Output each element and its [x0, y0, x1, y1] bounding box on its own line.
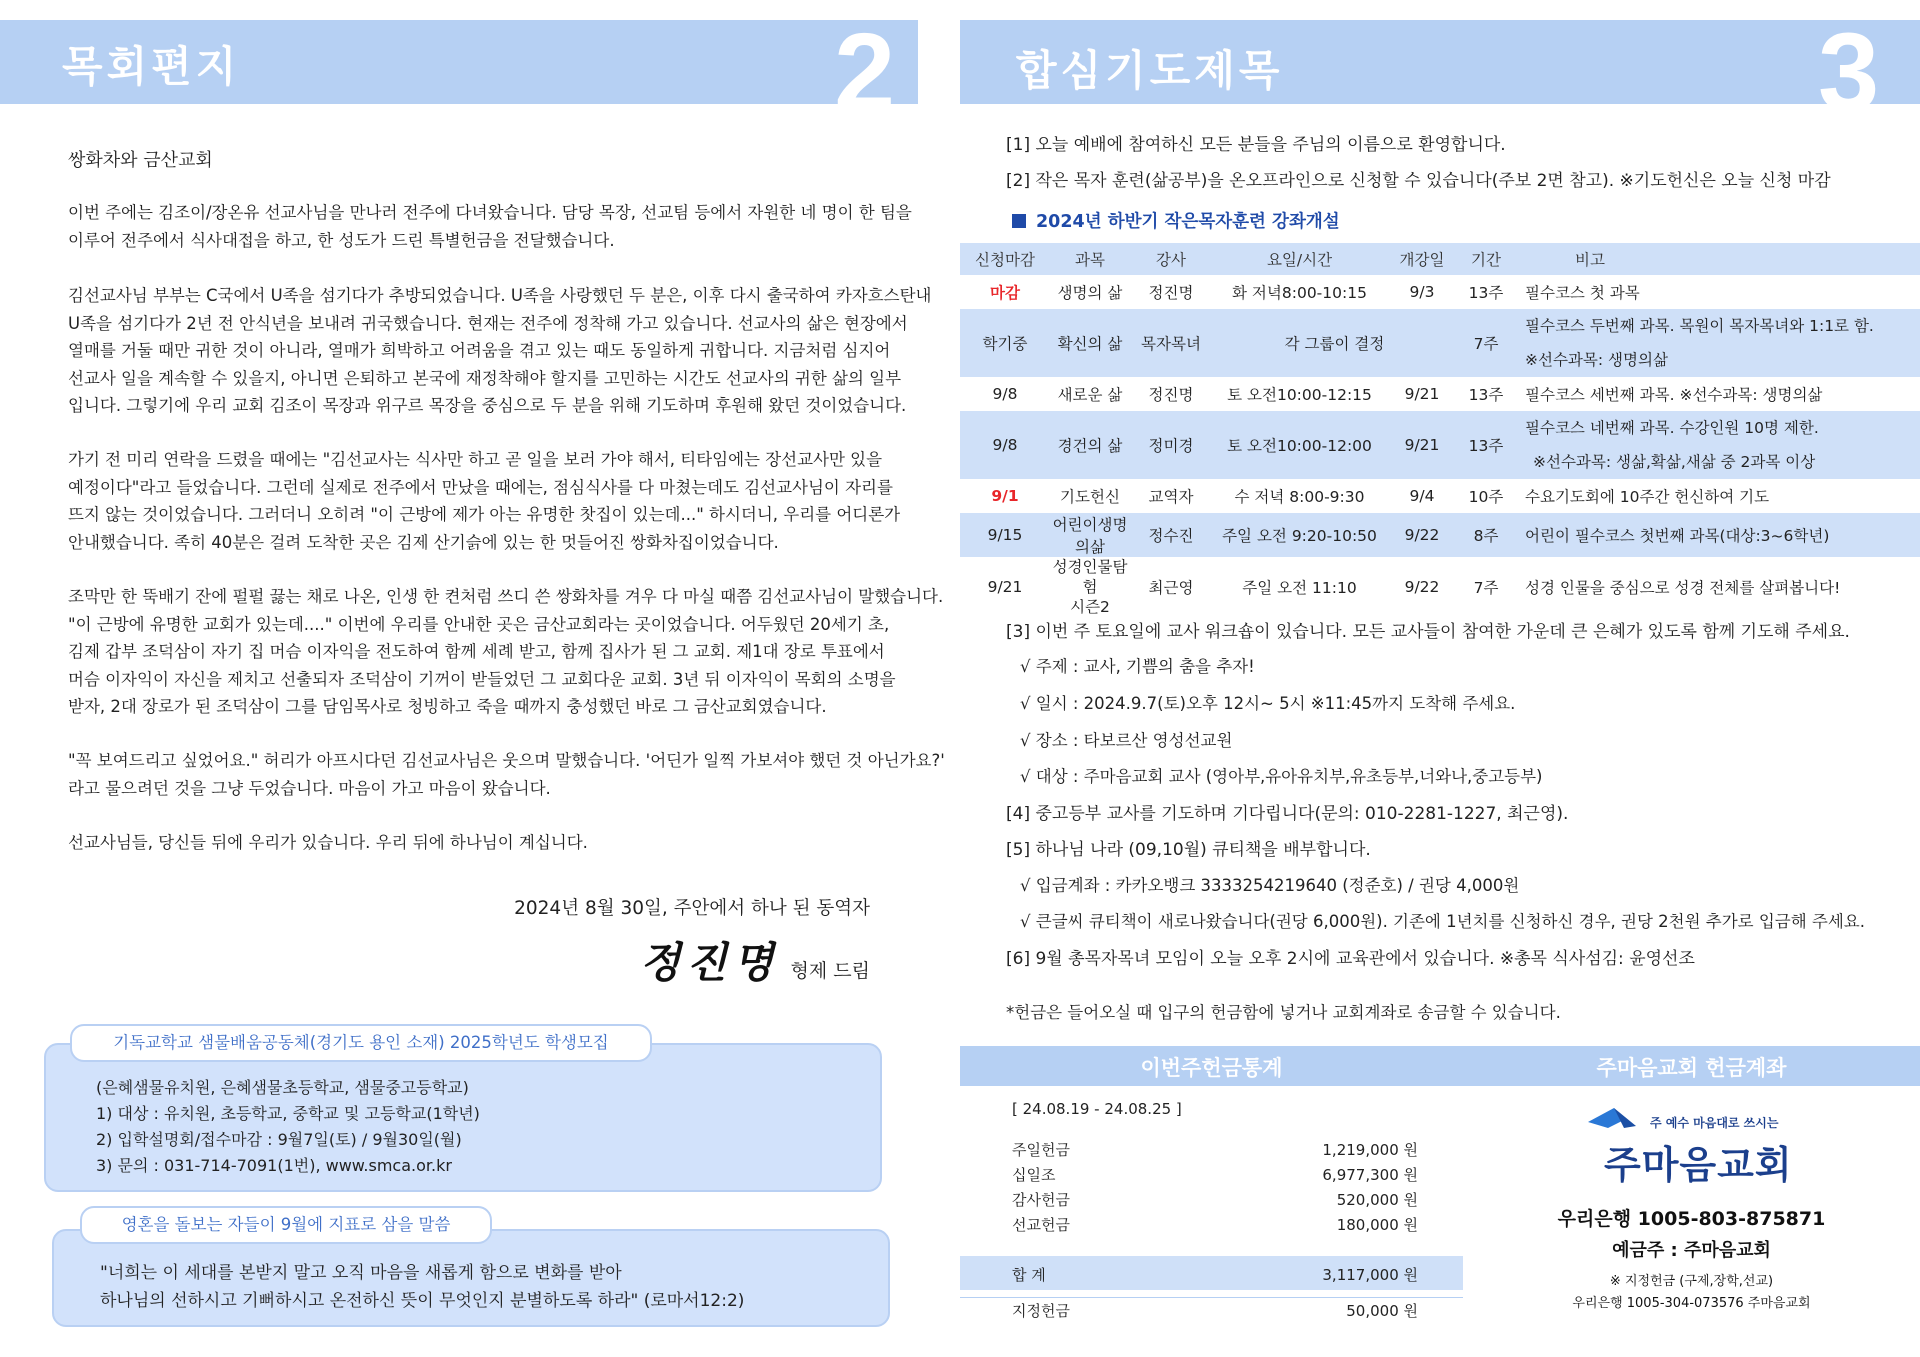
table-row: 마감 생명의 삶 정진명 화 저녁8:00-10:15 9/3 13주 필수코스 첫 과목: [990, 283, 1640, 302]
stats-title: 이번주헌금통계: [1140, 1056, 1283, 1080]
stats-label: 주일헌금: [1012, 1141, 1070, 1159]
account-title: 주마음교회 헌금계좌: [1596, 1056, 1787, 1080]
column-header: 개강일: [1387, 243, 1457, 275]
signature: 정진명: [639, 938, 780, 987]
column-header: 비고: [1515, 243, 1920, 275]
stats-total-value: 3,117,000 원: [1322, 1266, 1418, 1284]
right-header-title: 합심기도제목: [1016, 46, 1284, 95]
verse-tab: 영혼을 돌보는 자들이 9월에 지표로 삼을 말씀: [80, 1206, 492, 1244]
stats-designated-value: 50,000 원: [1346, 1302, 1418, 1320]
stats-period: [ 24.08.19 - 24.08.25 ]: [1012, 1100, 1182, 1118]
letter-paragraph-2: 김선교사님 부부는 C국에서 U족을 섬기다가 추방되었습니다. U족을 사랑했던 두 분은, 이후 다시 출국하여 카자흐스탄내 U족을 섬기다가 2년 전 안식년을 보내려 귀국했습니다. 현재는 전주에 정착해 가고 있습니다. 선교사의 삶은 현장에서 열매를 거둘 때만 귀한 것이 아니라, 열매가 희박하고 어려움을 겪고 있는 때도 동일하게 귀합니다. 지금처럼 심지어 선교사 일을 계속할 수 있을지, 아니면 은퇴하고 본국에 재정착해야 할지를 고민하는 시간도 선교사의 귀한 삶의 일부 입니다. 그렇기에 우리 교회 김조이 목장과 위구르 목장을 중심으로 두 분을 위해 기도하며 후원해 왔던 것이었습니다.: [68, 286, 932, 415]
logo-slogan: 주 예수 마음대로 쓰시는: [1650, 1116, 1779, 1130]
prayer-item-6: [6] 9월 총목자목녀 모임이 오늘 오후 2시에 교육관에서 있습니다. ※총목 식사섬김: 윤영선조: [1006, 949, 1695, 969]
square-bullet-icon: [1012, 214, 1026, 228]
stats-label: 십일조: [1012, 1166, 1056, 1184]
account-bank: 우리은행 1005-803-875871: [1557, 1208, 1826, 1230]
column-header: 신청마감: [960, 243, 1050, 275]
letter-paragraph-3: 가기 전 미리 연락을 드렸을 때에는 "김선교사는 식사만 하고 곧 일을 보러 가야 해서, 티타임에는 장선교사만 있을 예정이다"라고 들었습니다. 그런데 실제로 전주에서 만났을 때에는, 점심식사를 다 마쳤는데도 김선교사님이 자리를 뜨지 않는 것이었습니다. 그러더니 오히려 "이 근방에 제가 아는 유명한 찻집이 있는데..." 하시더니, 우리를 어디론가 안내했습니다. 족히 40분은 걸려 도착한 곳은 김제 산기슭에 있는 한 멋들어진 쌍화차집이었습니다.: [68, 450, 901, 552]
prayer-item-3-sub: √ 대상 : 주마음교회 교사 (영아부,유아유치부,유초등부,너와나,중고등부): [1020, 767, 1543, 786]
letter-paragraph-5: "꼭 보여드리고 싶었어요." 허리가 아프시다던 김선교사님은 웃으며 말했습니다. '어딘가 일찍 가보셔야 했던 것 아닌가요?' 라고 물으려던 것을 그냥 두었습니다. 마음이 가고 마음이 왔습니다.: [68, 751, 945, 798]
prayer-item-1: [1] 오늘 예배에 참여하신 모든 분들을 주님의 이름으로 환영합니다.: [1006, 135, 1506, 155]
recruit-tab: 기독교학교 샘물배움공동체(경기도 용인 소재) 2025학년도 학생모집: [70, 1024, 652, 1062]
column-header: 강사: [1130, 243, 1212, 275]
table-row: 학기중 확신의 삶 목자목녀 각 그룹이 결정 7주 필수코스 두번째 과목. 목원이 목자목녀와 1:1로 함. ※선수과목: 생명의삶: [960, 309, 1920, 377]
prayer-item-4: [4] 중고등부 교사를 기도하며 기다립니다(문의: 010-2281-1227, 최근영).: [1006, 804, 1569, 824]
left-page-number: 2: [834, 11, 896, 134]
stats-value: 6,977,300 원: [1322, 1166, 1418, 1184]
lecture-table-header: [960, 243, 1920, 275]
stats-divider: [960, 1297, 1463, 1298]
prayer-item-5-sub: √ 큰글씨 큐티책이 새로나왔습니다(권당 6,000원). 기존에 1년치를 신청하신 경우, 권당 2천원 추가로 입금해 주세요.: [1020, 912, 1865, 931]
verse-line: 하나님의 선하시고 기뻐하시고 온전하신 뜻이 무엇인지 분별하도록 하라" (로마서12:2): [100, 1291, 745, 1311]
letter-paragraph-1: 이번 주에는 김조이/장온유 선교사님을 만나러 전주에 다녀왔습니다. 담당 목장, 선교팀 등에서 자원한 네 명이 한 팀을 이루어 전주에서 식사대접을 하고, 한 성도가 드린 특별헌금을 전달했습니다.: [68, 203, 912, 250]
prayer-item-5: [5] 하나님 나라 (09,10월) 큐티책을 배부합니다.: [1006, 840, 1371, 860]
column-header: 과목: [1050, 243, 1130, 275]
church-logo: [1584, 1104, 1804, 1194]
recruit-line: (은혜샘물유치원, 은혜샘물초등학교, 샘물중고등학교): [96, 1078, 469, 1097]
table-row: 9/1 기도헌신 교역자 수 저녁 8:00-9:30 9/4 10주 수요기도회에 10주간 헌신하여 기도: [991, 487, 1770, 506]
recruit-line: 2) 입학설명회/접수마감 : 9월7일(토) / 9월30일(월): [96, 1130, 462, 1149]
signature-suffix: 형제 드림: [790, 960, 870, 982]
left-header-title: 목회편지: [62, 42, 241, 91]
column-header: 요일/시간: [1212, 243, 1387, 275]
letter-paragraph-6: 선교사님들, 당신들 뒤에 우리가 있습니다. 우리 뒤에 하나님이 계십니다.: [68, 833, 588, 852]
prayer-item-3-sub: √ 주제 : 교사, 기쁨의 춤을 추자!: [1020, 657, 1255, 676]
stats-value: 180,000 원: [1336, 1216, 1418, 1234]
account-note-2: 우리은행 1005-304-073576 주마음교회: [1572, 1296, 1811, 1311]
stats-value: 520,000 원: [1336, 1191, 1418, 1209]
table-row: 9/8 경건의 삶 정미경 토 오전10:00-12:00 9/21 13주 필수코스 네번째 과목. 수강인원 10명 제한. ※선수과목: 생삶,확삶,새삶 중 2과목 이상: [960, 411, 1920, 479]
verse-line: "너희는 이 세대를 본받지 말고 오직 마음을 새롭게 함으로 변화를 받아: [100, 1263, 622, 1283]
offering-note: *헌금은 들어오실 때 입구의 헌금함에 넣거나 교회계좌로 송금할 수 있습니다.: [1006, 1003, 1561, 1022]
stats-total-label: 합 계: [1012, 1266, 1046, 1284]
letter-paragraph-4: 조막만 한 뚝배기 잔에 펄펄 끓는 채로 나온, 인생 한 켠처럼 쓰디 쓴 쌍화차를 겨우 다 마실 때쯤 김선교사님이 말했습니다. "이 근방에 유명한 교회가 있는데...." 이번에 우리를 안내한 곳은 금산교회라는 곳이었습니다. 어두웠던 20세기 초, 김제 갑부 조덕삼이 자기 집 머슴 이자익을 전도하여 함께 세례 받고, 함께 집사가 된 그 교회. 제1대 장로 투표에서 머슴 이자익이 자신을 제치고 선출되자 조덕삼이 기꺼이 받들었던 그 교회다운 교회. 3년 뒤 이자익이 목회의 소명을 받자, 2대 장로가 된 조덕삼이 그를 담임목사로 청빙하고 죽을 때까지 충성했던 바로 그 금산교회였습니다.: [68, 587, 944, 716]
stats-value: 1,219,000 원: [1322, 1141, 1418, 1159]
account-note: ※ 지정헌금 (구제,장학,선교): [1609, 1274, 1774, 1289]
recruit-line: 1) 대상 : 유치원, 초등학교, 중학교 및 고등학교(1학년): [96, 1104, 480, 1123]
prayer-item-2: [2] 작은 목자 훈련(삶공부)을 온오프라인으로 신청할 수 있습니다(주보 2면 참고). ※기도헌신은 오늘 신청 마감: [1006, 171, 1831, 191]
prayer-item-3-sub: √ 장소 : 타보르산 영성선교원: [1020, 731, 1233, 750]
table-row: 9/21 성경인물탐험 시즌2 최근영 주일 오전 11:10 9/22 7주 성경 인물을 중심으로 성경 전체를 살펴봅니다!: [987, 558, 1841, 616]
letter-title: 쌍화차와 금산교회: [68, 150, 213, 171]
prayer-item-5-sub: √ 입금계좌 : 카카오뱅크 3333254219640 (정준호) / 권당 4,000원: [1020, 876, 1520, 895]
stats-label: 선교헌금: [1012, 1216, 1070, 1234]
lecture-table: [960, 243, 1920, 617]
right-page-number: 3: [1818, 11, 1880, 134]
account-holder: 예금주 : 주마음교회: [1612, 1240, 1771, 1261]
letter-date-line: 2024년 8월 30일, 주안에서 하나 된 동역자: [514, 898, 870, 919]
column-header: 기간: [1457, 243, 1515, 275]
recruit-line: 3) 문의 : 031-714-7091(1번), www.smca.or.kr: [96, 1156, 452, 1175]
stats-label: 감사헌금: [1012, 1191, 1070, 1209]
stats-designated-label: 지정헌금: [1012, 1302, 1070, 1320]
table-row: 9/15 어린이생명의삶 정수진 주일 오전 9:20-10:50 9/22 8주 어린이 필수코스 첫번째 과목(대상:3~6학년): [960, 513, 1920, 557]
letter-signature-block: [600, 930, 870, 990]
table-row: 9/8 새로운 삶 정진명 토 오전10:00-12:15 9/21 13주 필수코스 세번째 과목. ※선수과목: 생명의삶: [992, 385, 1823, 404]
logo-name: 주마음교회: [1604, 1143, 1793, 1187]
lecture-heading: 2024년 하반기 작은목자훈련 강좌개설: [1012, 208, 1340, 233]
prayer-item-3: [3] 이번 주 토요일에 교사 워크숍이 있습니다. 모든 교사들이 참여한 가운데 큰 은혜가 있도록 함께 기도해 주세요.: [1006, 622, 1850, 642]
prayer-item-3-sub: √ 일시 : 2024.9.7(토)오후 12시~ 5시 ※11:45까지 도착해 주세요.: [1020, 694, 1516, 713]
